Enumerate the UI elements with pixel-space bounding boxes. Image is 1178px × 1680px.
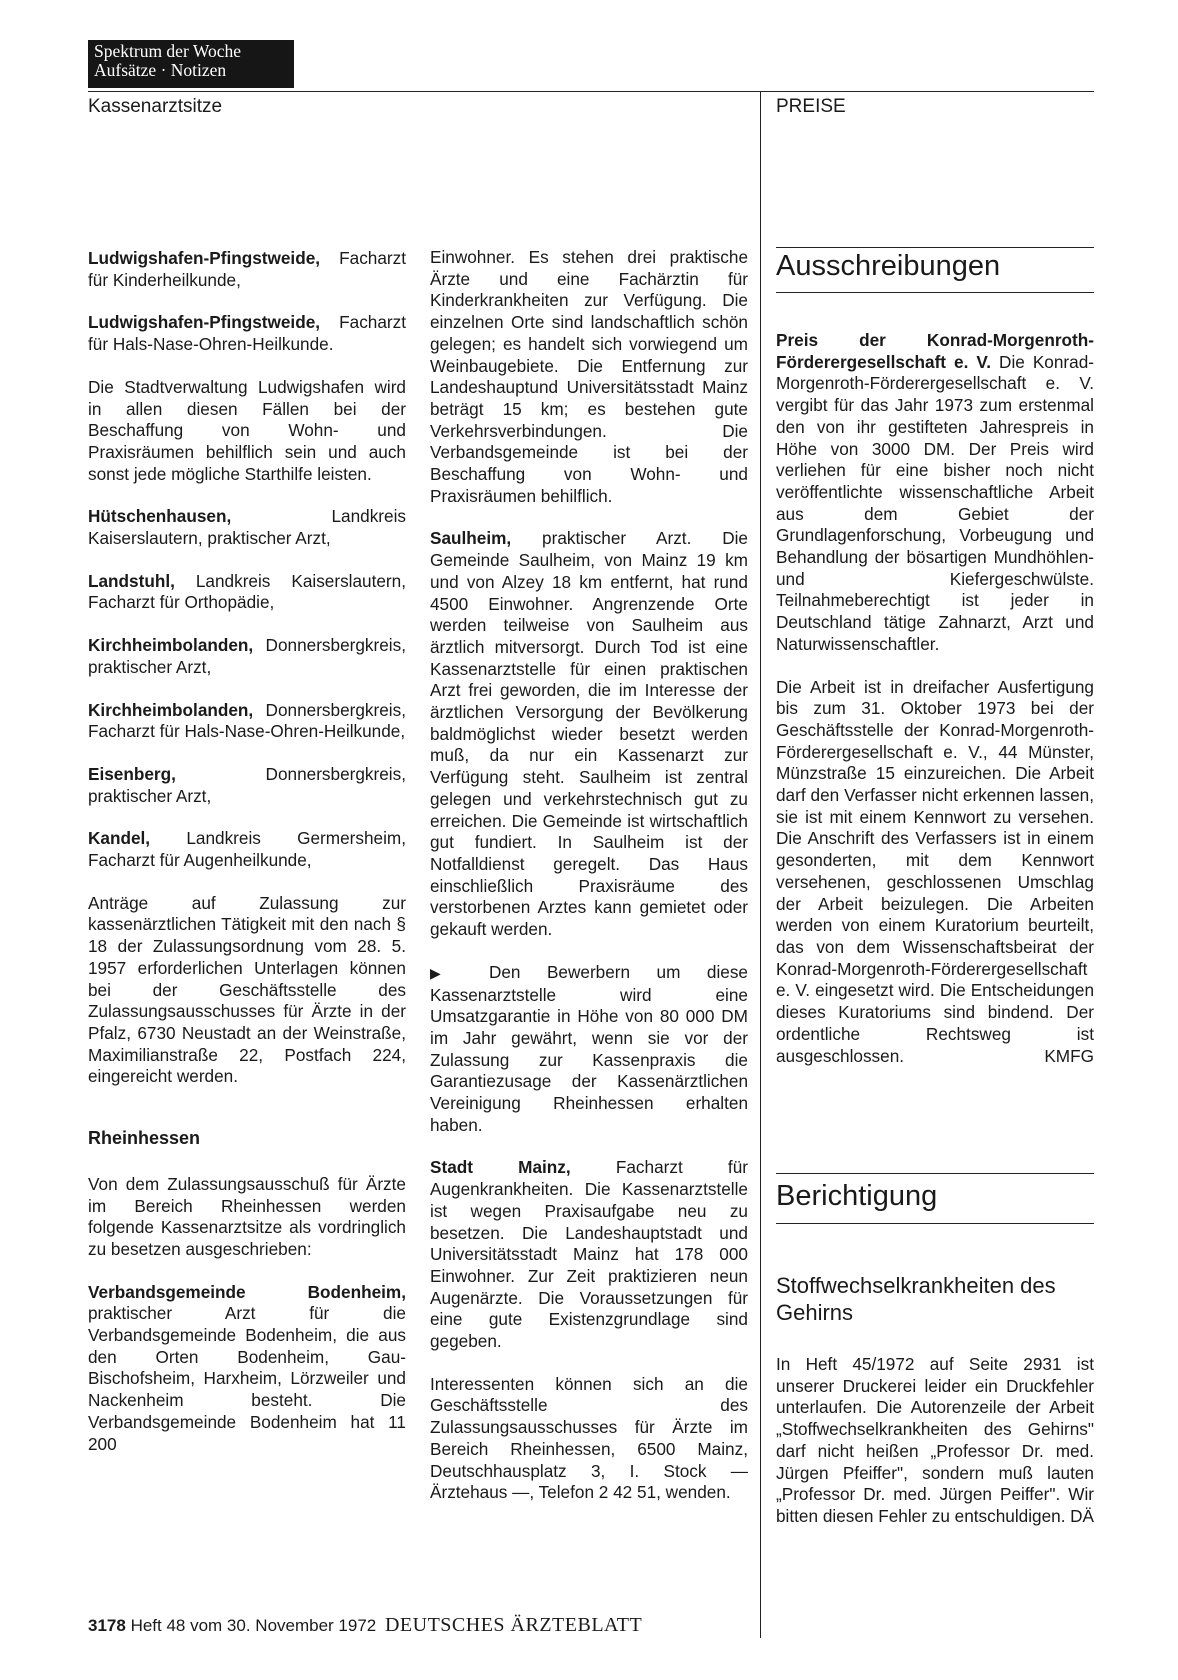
listing-text: Donnersbergkreis, praktischer Arzt, [88, 763, 406, 806]
place-name: Ludwigshafen-Pfingstweide, [88, 312, 321, 333]
heading-rule-top [776, 247, 1094, 248]
signature-dae: DÄ [1070, 1505, 1094, 1526]
masthead-line2: Aufsätze · Notizen [94, 60, 227, 80]
note-text: Den Bewerbern um diese Kassenarztstelle wird eine Umsatzgarantie in Höhe von 80 000 DM im Jahr gewährt, wenn sie vor der Zulassung zur Kassenpraxis die Garantiezusage der Kassenärztlichen Vereinigung Rheinhessen erhalten haben. [430, 961, 748, 1135]
signature-kmfg: KMFG [1044, 1045, 1094, 1066]
place-name: Hütschenhausen, [88, 506, 232, 527]
listing-paragraph [88, 764, 406, 807]
listing-paragraph [88, 828, 406, 871]
masthead-line1: Spektrum der Woche [94, 41, 241, 61]
body-paragraph [776, 1354, 1094, 1528]
body-paragraph: Einwohner. Es stehen drei praktische Ärzte und eine Fachärztin für Kinderkrankheiten zur Verfügung. Die einzelnen Orte sind landschaftlich schön gelegen; es handelt sich vorwiegend um Weinbaugebiete. Die Entfernung zur Landeshauptund Universitätsstadt Mainz beträgt 15 km; es bestehen gute Verkehrsverbindungen. Die Verbandsgemeinde ist bei der Beschaffung von Wohn- und Praxisräumen behilflich. [430, 247, 748, 506]
listing-text: Facharzt für Augenkrankheiten. Die Kassenarztstelle ist wegen Praxisaufgabe neu zu besetzen. Die Landeshauptstadt und Universitätsstadt Mainz hat 178 000 Einwohner. Zur Zeit praktizieren neun Augenärzte. Die Voraussetzungen für eine gute Existenzgrundlage sind gegeben. [430, 1157, 748, 1352]
listing-paragraph [88, 700, 406, 743]
body-paragraph: Interessenten können sich an die Geschäftsstelle des Zulassungsausschusses für Ärzte im Bereich Rheinhessen, 6500 Mainz, Deutschhausplatz 3, I. Stock — Ärztehaus —, Telefon 2 42 51, wenden. [430, 1373, 748, 1503]
article-subheading: Stoffwechselkrankheiten des Gehirns [776, 1273, 1056, 1325]
listing-text: Facharzt für Hals-Nase-Ohren-Heilkunde. [88, 312, 406, 355]
place-name: Saulheim, [430, 528, 512, 549]
issue-info: Heft 48 vom 30. November 1972 [130, 1616, 377, 1635]
listing-text: Facharzt für Kinderheilkunde, [88, 248, 406, 290]
listing-text: praktischer Arzt für die Verbandsgemeinde Bodenheim, die aus den Orten Bodenheim, Gau-Bischofsheim, Harxheim, Lörzweiler und Nackenheim besteht. Die Verbandsgemeinde Bodenheim hat 11 200 [88, 1303, 406, 1454]
column-3 [776, 330, 1094, 1067]
listing-paragraph [430, 1157, 748, 1352]
heading-rule-bottom [776, 292, 1094, 293]
body-text: Die Arbeit ist in dreifacher Ausfertigung bis zum 31. Oktober 1973 bei der Geschäftsstelle der Konrad-Morgenroth-Förderergesellschaft e. V., 44 Münster, Münzstraße 15 einzureichen. Die Arbeit darf den Verfasser nicht erkennen lassen, sie ist mit einem Kennwort zu versehen. Die Anschrift des Verfassers ist in einem gesonderten, mit dem Kennwort versehenen, geschlossenen Umschlag der Arbeit beizulegen. Die Arbeiten werden von einem Kuratorium beurteilt, das von dem Wissenschaftsbeirat der Konrad-Morgenroth-Förderergesellschaft e. V. eingesetzt wird. Die Entscheidungen dieses Kuratoriums sind bindend. Der ordentliche Rechtsweg ist ausgeschlossen. [776, 676, 1094, 1066]
section-title-right: PREISE [776, 96, 846, 117]
listing-text: Landkreis Germersheim, Facharzt für Augenheilkunde, [88, 828, 406, 871]
place-name: Stadt Mainz, [430, 1157, 571, 1178]
column-2 [430, 247, 748, 1504]
header-rule [88, 91, 1094, 92]
listing-paragraph [88, 1282, 406, 1456]
page-number: 3178 [88, 1616, 126, 1635]
body-paragraph: Anträge auf Zulassung zur kassenärztlichen Tätigkeit mit den nach § 18 der Zulassungsordnung vom 28. 5. 1957 erforderlichen Unterlagen können bei der Geschäftsstelle des Zulassungsausschusses für Ärzte in der Pfalz, 6730 Neustadt an der Weinstraße, Maximilianstraße 22, Postfach 224, eingereicht werden. [88, 892, 406, 1087]
column-1 [88, 248, 406, 1455]
heading-ausschreibungen: Ausschreibungen [776, 250, 1001, 282]
place-name: Ludwigshafen-Pfingstweide, [88, 248, 321, 268]
column-divider [760, 91, 761, 1638]
listing-text: Donnersbergkreis, Facharzt für Hals-Nase-Ohren-Heilkunde, [88, 699, 406, 742]
listing-text: Donnersbergkreis, praktischer Arzt, [88, 635, 406, 677]
place-name: Eisenberg, [88, 763, 176, 784]
listing-text: Landkreis Kaiserslautern, praktischer Arzt, [88, 506, 406, 549]
place-name: Verbandsgemeinde Bodenheim, [88, 1281, 406, 1302]
place-name: Kandel, [88, 828, 151, 849]
body-paragraph: Die Stadtverwaltung Ludwigshafen wird in allen diesen Fällen bei der Beschaffung von Wohn- und Praxisräumen behilflich sein und auch sonst jede mögliche Starthilfe leisten. [88, 376, 406, 484]
section-title-left: Kassenarztsitze [88, 96, 223, 117]
heading-berichtigung: Berichtigung [776, 1180, 938, 1212]
prize-text: Die Konrad-Morgenroth-Förderergesellschaft e. V. vergibt für das Jahr 1973 zum erstenmal den von ihr gestifteten Jahrespreis in Höhe von 3000 DM. Der Preis wird verliehen für eine bisher noch nicht veröffentlichte wissenschaftliche Arbeit aus dem Gebiet der Grundlagenforschung, Vorbeugung und Behandlung der bösartigen Mundhöhlen- und Kiefergeschwülste. Teilnahmeberechtigt ist jeder in Deutschland tätige Zahnarzt, Arzt und Naturwissenschaftler. [776, 351, 1094, 654]
listing-text: Landkreis Kaiserslautern, Facharzt für Orthopädie, [88, 570, 406, 613]
page-footer [88, 1614, 642, 1637]
masthead-logo [88, 40, 294, 88]
listing-paragraph [88, 635, 406, 678]
heading-rule-top [776, 1173, 1094, 1174]
listing-paragraph [88, 248, 406, 291]
body-paragraph: Von dem Zulassungsausschuß für Ärzte im Bereich Rheinhessen werden folgende Kassenarztsitze als vordringlich zu besetzen ausgeschrieben: [88, 1173, 406, 1259]
correction-block [776, 1354, 1094, 1528]
listing-text: praktischer Arzt. Die Gemeinde Saulheim, von Mainz 19 km und von Alzey 18 km entfernt, hat rund 4500 Einwohner. Angrenzende Orte werden teilweise von Saulheim aus ärztlich mitversorgt. Durch Tod ist eine Kassenarztstelle für einen praktischen Arzt frei geworden, die im Interesse der ärztlichen Versorgung der Bevölkerung baldmöglichst wieder besetzt werden muß, da nur ein Kassenarzt zur Verfügung steht. Saulheim ist zentral gelegen und verkehrstechnisch gut zu erreichen. Die Gemeinde ist wirtschaftlich gut fundiert. In Saulheim ist der Notfalldienst geregelt. Das Haus einschließlich Praxisräume des verstorbenen Arztes kann gemietet oder gekauft werden. [430, 528, 748, 940]
listing-paragraph [88, 571, 406, 614]
prize-name: Preis der Konrad-Morgenroth-Förderergesellschaft e. V. [776, 330, 1094, 372]
place-name: Landstuhl, [88, 570, 175, 591]
heading-rule-bottom [776, 1223, 1094, 1224]
place-name: Kirchheimbolanden, [88, 699, 254, 720]
listing-paragraph [88, 312, 406, 355]
place-name: Kirchheimbolanden, [88, 635, 254, 656]
prize-paragraph [776, 330, 1094, 656]
journal-name: DEUTSCHES ÄRZTEBLATT [384, 1614, 643, 1636]
listing-paragraph [88, 506, 406, 549]
subsection-heading: Rheinhessen [88, 1128, 201, 1149]
note-paragraph [430, 962, 748, 1137]
listing-paragraph [430, 528, 748, 940]
arrow-bullet-icon: ▶ [430, 964, 463, 981]
body-text: In Heft 45/1972 auf Seite 2931 ist unserer Druckerei leider ein Druckfehler unterlaufen. Die Autorenzeile der Arbeit „Stoffwechselkrankheiten des Gehirns" darf nicht heißen „Professor Dr. med. Jürgen Pfeiffer", sondern muß lauten „Professor Dr. med. Jürgen Peiffer". Wir bitten diesen Fehler zu entschuldigen. [776, 1354, 1094, 1526]
body-paragraph [776, 677, 1094, 1068]
